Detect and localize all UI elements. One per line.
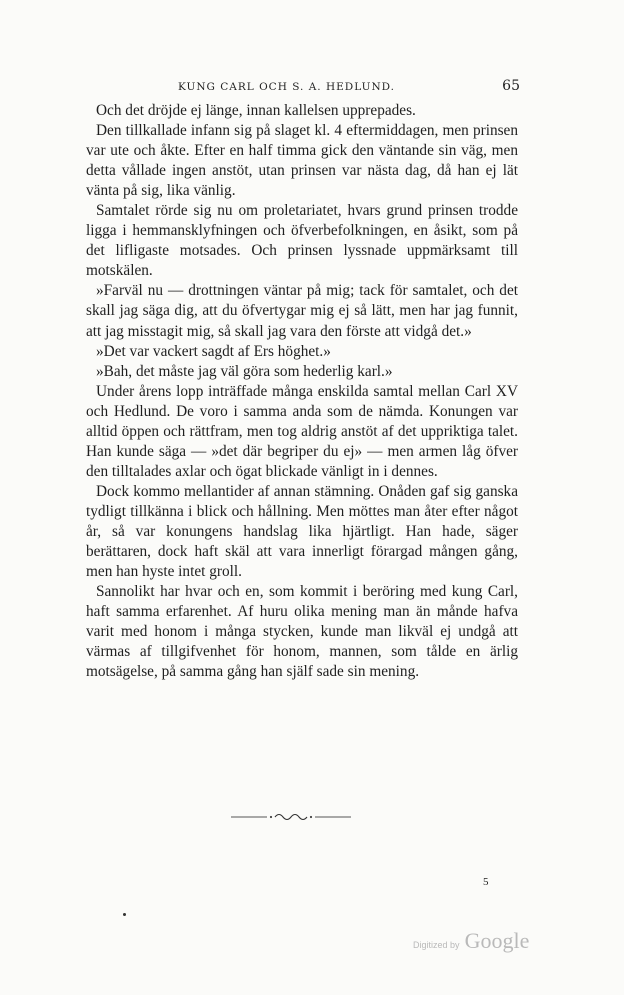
paragraph: »Det var vackert sagdt af Ers höghet.» (96, 342, 331, 360)
paragraph: Och det dröjde ej länge, innan kallelsen upprepades. (96, 102, 416, 119)
paragraph: Under årens lopp inträffade många enskilda samtal mellan Carl XV och Hedlund. De voro i samma anda som de nämda. Konungen var alltid öppen och rättfram, men tog aldrig anstöt af det uppriktiga talet. Han kunde säga — »det där begriper du ej» — men armen låg öfver den tilltalades axlar och ögat blickade vänligt in i dennes. (86, 382, 518, 480)
digitized-watermark (413, 928, 529, 954)
paragraph: Dock kommo mellantider af annan stämning. Onåden gaf sig ganska tydligt tillkänna i blick och hållning. Men möttes man åter efter något år, så var konungens handslag lika hjärtligt. Han hade, säger berättaren, dock haft skäl att vara innerligt förargad mången gång, men han hyste intet groll. (86, 482, 518, 581)
running-title: KUNG CARL OCH S. A. HEDLUND. (178, 81, 396, 93)
signature-mark: 5 (483, 876, 489, 888)
divider-ornament-icon (231, 808, 351, 820)
page-number: 65 (502, 78, 520, 94)
running-header (86, 78, 520, 96)
watermark-prefix: Digitized by (413, 940, 460, 950)
paragraph: Samtalet rörde sig nu om proletariatet, hvars grund prinsen trodde ligga i hemmansklyfningen och öfverbefolkningen, en åsikt, som på det lifligaste motsades. Och prinsen lyssnade uppmärksamt till motskälen. (86, 202, 518, 280)
paragraph: Den tillkallade infann sig på slaget kl. 4 eftermiddagen, men prinsen var ute och åkte. Efter en half timma gick den väntande sin väg, men detta vållade ingen anstöt, utan prinsen var nästa dag, då han ej lät vänta på sig, lika vänlig. (86, 122, 518, 200)
paragraph: »Farväl nu — drottningen väntar på mig; tack för samtalet, och det skall jag säga dig, att du öfvertygar mig ej så lätt, men har jag funnit, att jag misstagit mig, så skall jag vara den förste att vidgå det.» (86, 282, 518, 340)
paragraph: Sannolikt har hvar och en, som kommit i beröring med kung Carl, haft samma erfarenhet. Af huru olika mening man än månde hafva varit med honom i många stycken, kunde man likväl ej undgå att värmas af tillgifvenhet för honom, mannen, som tålde en ärlig motsägelse, på samma gång han själf sade sin mening. (86, 583, 518, 681)
paragraph: »Bah, det måste jag väl göra som hederlig karl.» (96, 362, 393, 380)
watermark-logo: Google (464, 928, 530, 953)
body-text (86, 101, 518, 682)
ink-dot (123, 913, 126, 916)
